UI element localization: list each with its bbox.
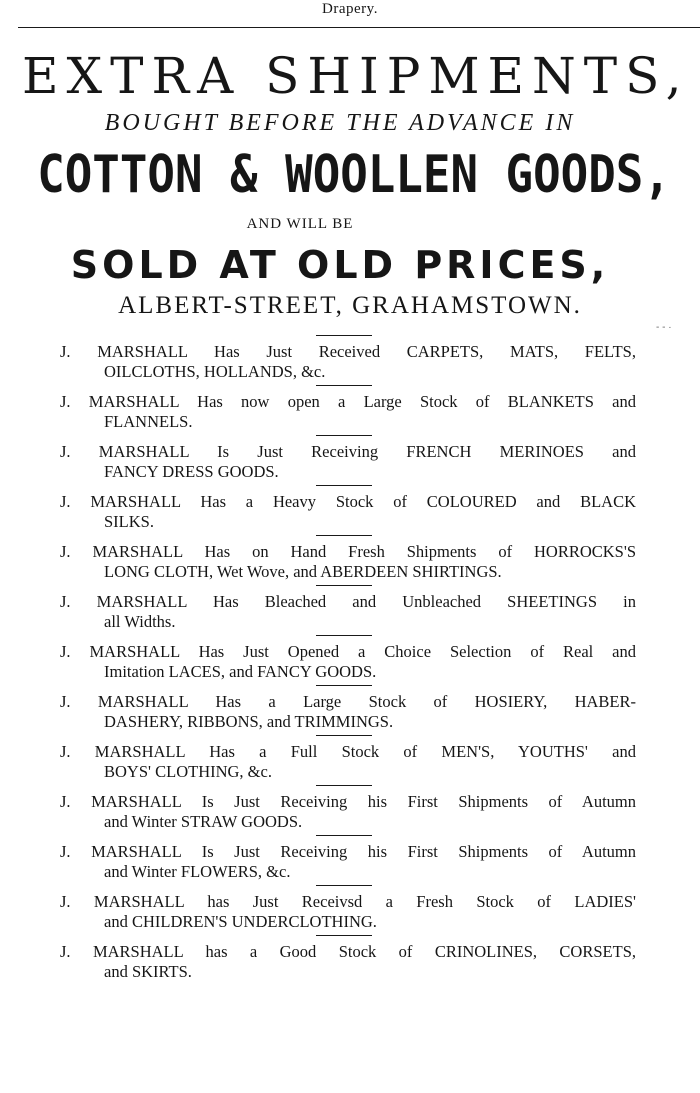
notice-line-2: DASHERY, RIBBONS, and TRIMMINGS.	[104, 712, 394, 731]
notice-line-1: J. MARSHALL Has a Heavy Stock of COLOURED and BLACK	[60, 492, 636, 511]
notice-divider	[316, 435, 372, 436]
notice-divider	[316, 735, 372, 736]
notice-line-2: FANCY DRESS GOODS.	[104, 462, 279, 481]
notice-item	[60, 431, 636, 481]
top-rule	[18, 27, 700, 28]
notice-divider	[316, 385, 372, 386]
notice-line-1: J. MARSHALL Has Just Opened a Choice Selection of Real and	[60, 642, 636, 661]
notice-item	[60, 531, 636, 581]
notice-line-1: J. MARSHALL Is Just Receiving his First Shipments of Autumn	[60, 792, 636, 811]
headline-cotton-woollen: COTTON & WOOLLEN GOODS,	[37, 145, 671, 205]
notice-divider	[316, 585, 372, 586]
notice-divider	[316, 835, 372, 836]
headline-sold-at-old-prices: SOLD AT OLD PRICES,	[70, 243, 610, 287]
notice-line-2: SILKS.	[104, 512, 154, 531]
notice-divider	[316, 535, 372, 536]
notice-line-2: LONG CLOTH, Wet Wove, and ABERDEEN SHIRTINGS.	[104, 562, 502, 581]
notice-line-2: FLANNELS.	[104, 412, 193, 431]
headline-address: ALBERT-STREET, GRAHAMSTOWN.	[118, 292, 582, 319]
notice-line-2: and CHILDREN'S UNDERCLOTHING.	[104, 912, 377, 931]
notice-line-1: J. MARSHALL Has now open a Large Stock of BLANKETS and	[60, 392, 636, 411]
notice-item	[60, 781, 636, 831]
notice-line-1: J. MARSHALL Is Just Receiving FRENCH MERINOES and	[60, 442, 636, 461]
section-heading: Drapery.	[322, 1, 378, 17]
headline-and-will-be: AND WILL BE	[246, 216, 354, 232]
notice-line-1: J. MARSHALL has a Good Stock of CRINOLINES, CORSETS,	[60, 942, 636, 961]
notice-line-2: BOYS' CLOTHING, &c.	[104, 762, 272, 781]
notice-item	[60, 881, 636, 931]
notice-list	[60, 331, 636, 981]
notice-line-2: Imitation LACES, and FANCY GOODS.	[104, 662, 377, 681]
notice-line-1: J. MARSHALL Is Just Receiving his First Shipments of Autumn	[60, 842, 636, 861]
notice-divider	[316, 785, 372, 786]
notice-item	[60, 831, 636, 881]
notice-item	[60, 731, 636, 781]
notice-line-2: and Winter STRAW GOODS.	[104, 812, 303, 831]
notice-line-1: J. MARSHALL Has Bleached and Unbleached SHEETINGS in	[60, 592, 636, 611]
notice-divider	[316, 635, 372, 636]
notice-divider	[316, 335, 372, 336]
notice-item	[60, 331, 636, 381]
notice-line-2: and Winter FLOWERS, &c.	[104, 862, 291, 881]
notice-item	[60, 681, 636, 731]
notice-item	[60, 381, 636, 431]
notice-item	[60, 481, 636, 531]
notice-line-1: J. MARSHALL Has Just Received CARPETS, MATS, FELTS,	[60, 342, 636, 361]
notice-line-1: J. MARSHALL has Just Receivsd a Fresh Stock of LADIES'	[60, 892, 636, 911]
stray-print-mark: - - ·	[656, 322, 672, 333]
headline-bought-before: BOUGHT BEFORE THE ADVANCE IN	[104, 110, 576, 136]
notice-line-1: J. MARSHALL Has a Full Stock of MEN'S, YOUTHS' and	[60, 742, 636, 761]
headline-extra-shipments: EXTRA SHIPMENTS,	[22, 47, 690, 105]
notice-line-2: and SKIRTS.	[104, 962, 192, 981]
notice-line-2: all Widths.	[104, 612, 176, 631]
notice-line-2: OILCLOTHS, HOLLANDS, &c.	[104, 362, 326, 381]
notice-item	[60, 581, 636, 631]
notice-item	[60, 931, 636, 981]
notice-item	[60, 631, 636, 681]
notice-line-1: J. MARSHALL Has on Hand Fresh Shipments of HORROCKS'S	[60, 542, 636, 561]
notice-divider	[316, 935, 372, 936]
notice-divider	[316, 485, 372, 486]
notice-line-1: J. MARSHALL Has a Large Stock of HOSIERY, HABER-	[60, 692, 636, 711]
notice-divider	[316, 885, 372, 886]
notice-divider	[316, 685, 372, 686]
